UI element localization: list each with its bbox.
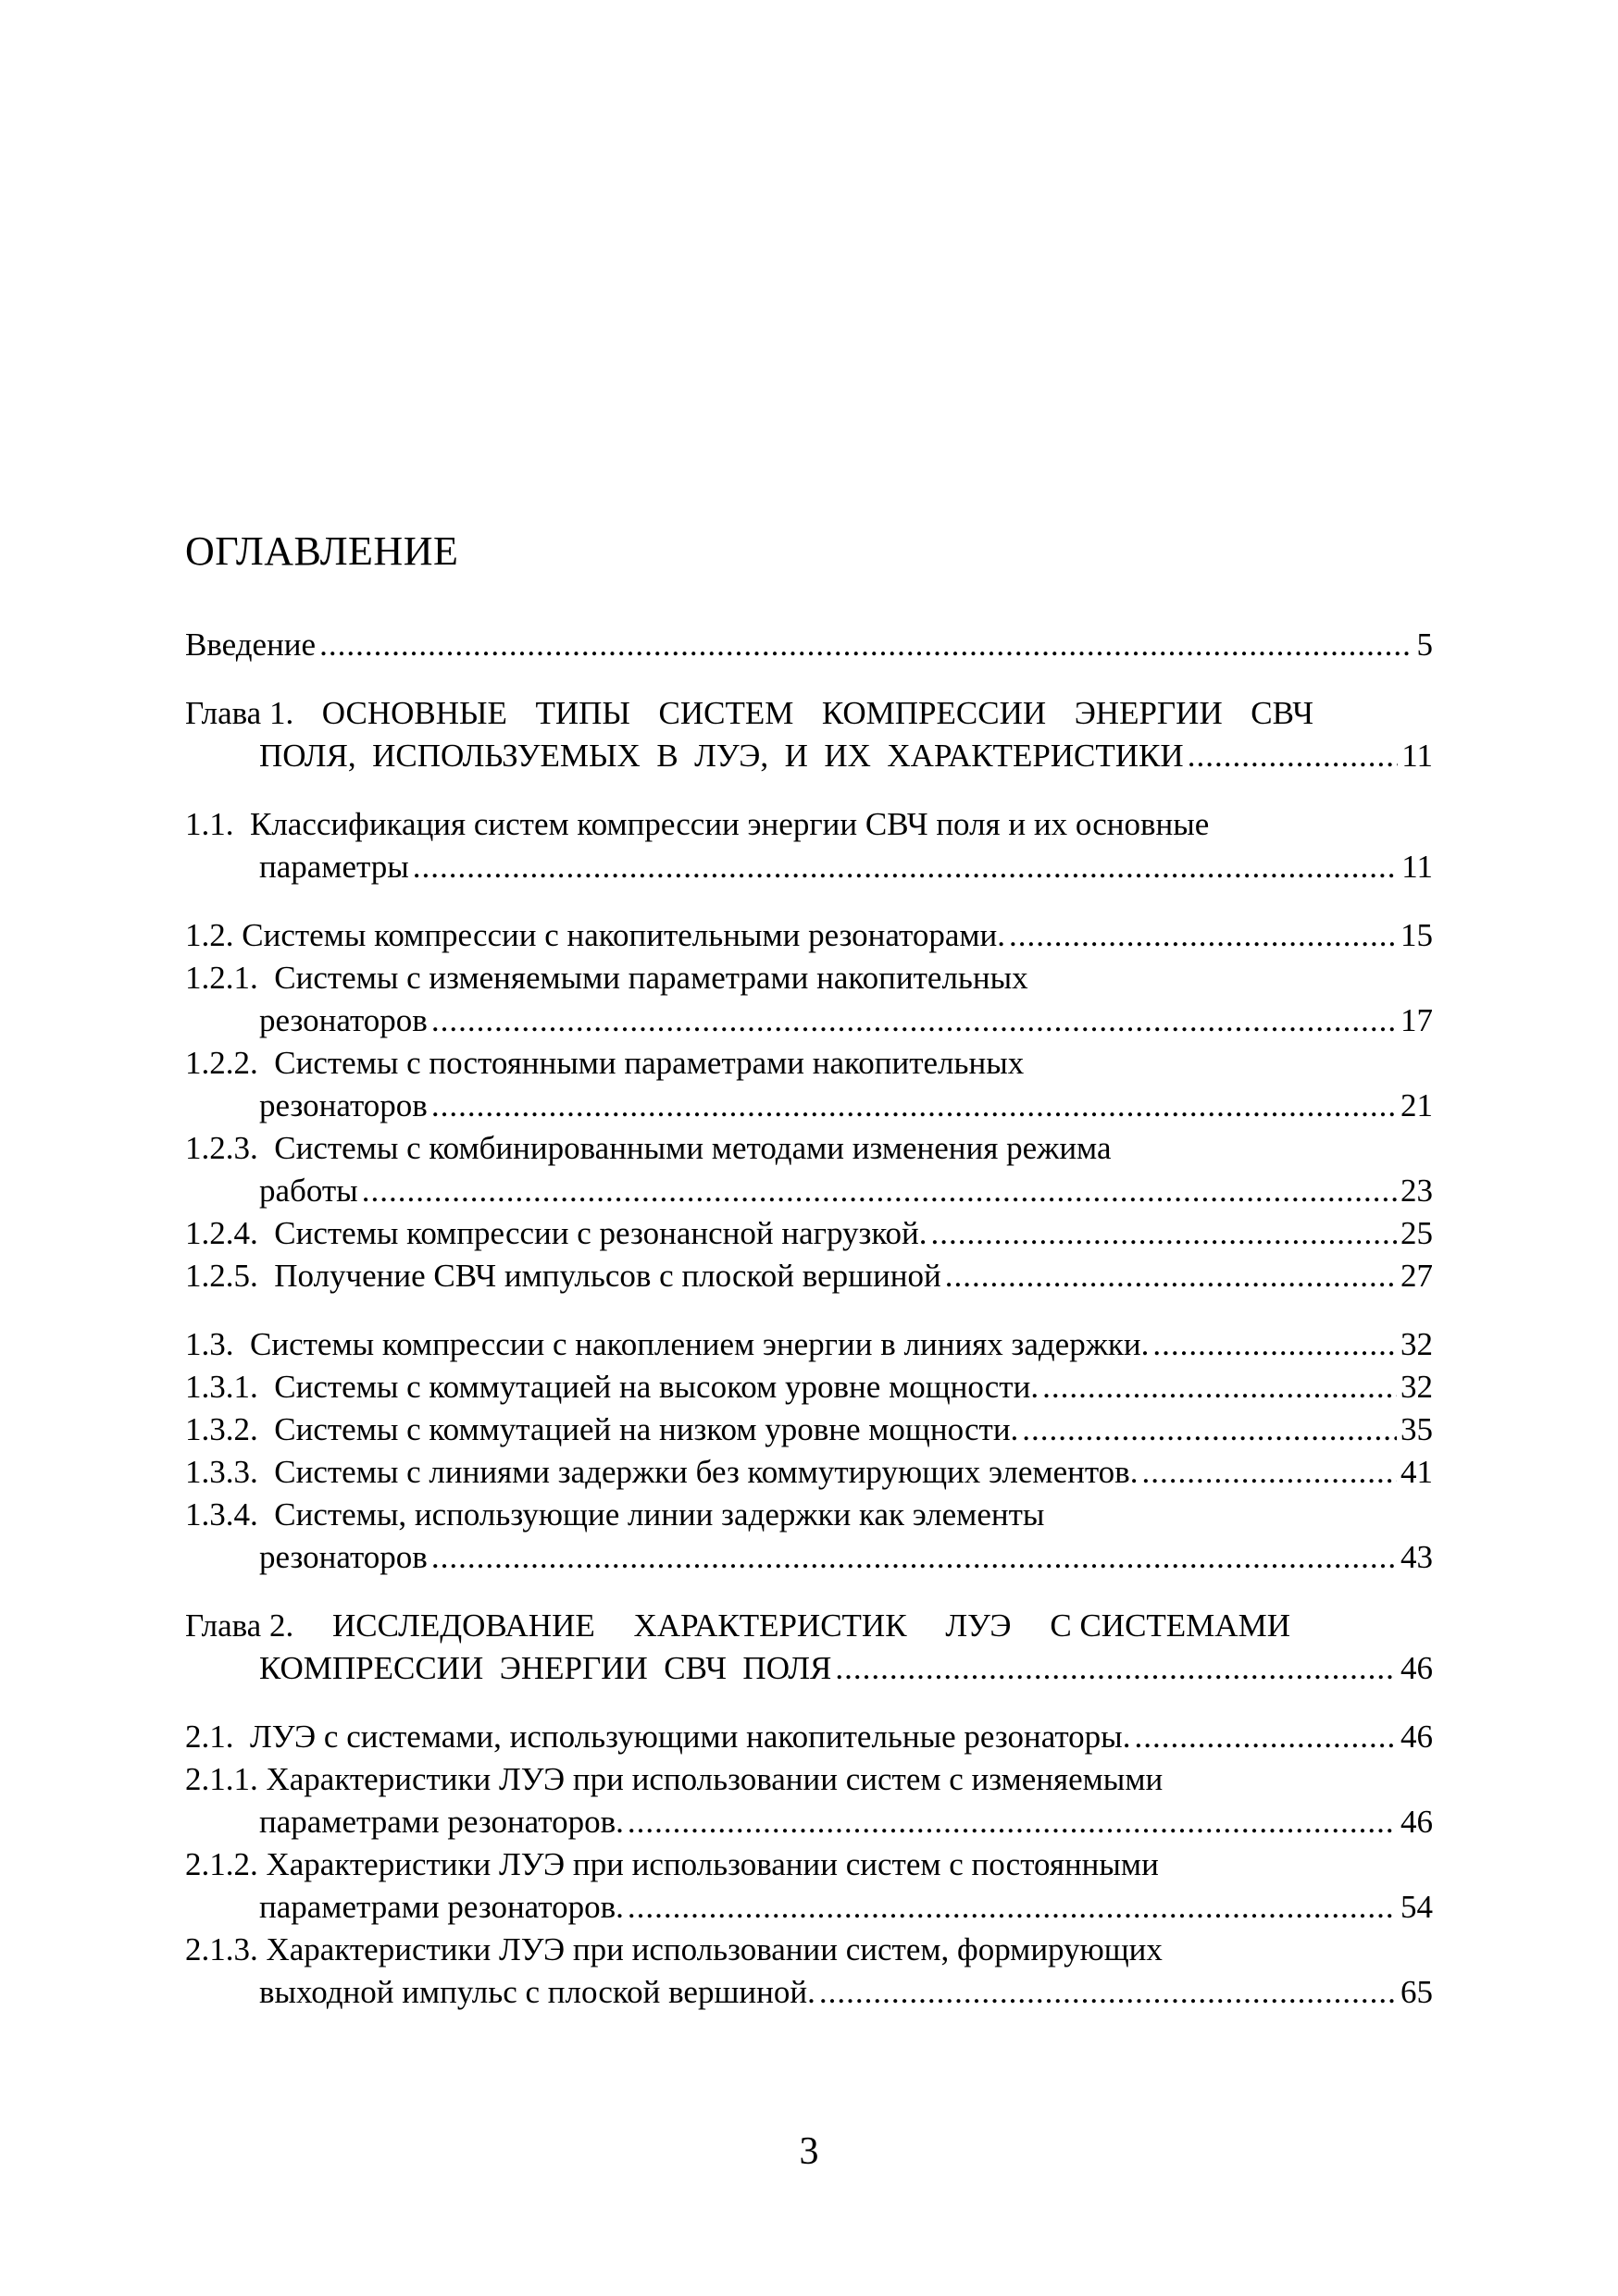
toc-entry-title: 1.2. Системы компрессии с накопительными резонаторами.: [185, 917, 1006, 953]
table-of-contents: [185, 624, 1433, 2014]
toc-entry-1-2-2: [185, 1042, 1433, 1127]
toc-entry-title-line1: Глава 2. ИССЛЕДОВАНИЕ ХАРАКТЕРИСТИК ЛУЭ С СИСТЕМАМИ: [185, 1607, 1290, 1644]
toc-entry-title-line2: параметрами резонаторов.: [259, 1889, 624, 1925]
toc-entry-title: Введение: [185, 627, 317, 663]
toc-entry-title: 2.1. ЛУЭ с системами, использующими накопительные резонаторы.: [185, 1719, 1131, 1755]
toc-page-number: 46: [1400, 1804, 1433, 1840]
toc-page-number: 11: [1401, 738, 1433, 774]
toc-entry-1-2-5: [185, 1255, 1433, 1297]
toc-entry-title-line1: 2.1.1. Характеристики ЛУЭ при использовании систем с изменяемыми: [185, 1761, 1164, 1797]
toc-page-number: 65: [1400, 1974, 1433, 2010]
dot-leader: [628, 1801, 1397, 1843]
toc-entry-title-line1: Глава 1. ОСНОВНЫЕ ТИПЫ СИСТЕМ КОМПРЕССИИ ЭНЕРГИИ СВЧ: [185, 695, 1313, 731]
toc-page-number: 21: [1400, 1087, 1433, 1123]
toc-entry-2-1-1: [185, 1758, 1433, 1843]
toc-page-number: 23: [1400, 1173, 1433, 1209]
page-title: ОГЛАВЛЕНИЕ: [185, 528, 459, 574]
toc-entry-chapter-2: [185, 1605, 1433, 1690]
toc-entry-1-2-3: [185, 1127, 1433, 1212]
page-number: 3: [799, 2130, 819, 2173]
toc-entry-title-line2: КОМПРЕССИИ ЭНЕРГИИ СВЧ ПОЛЯ: [259, 1650, 832, 1686]
dot-leader: [1152, 1323, 1397, 1366]
toc-entry-title: 1.3.1. Системы с коммутацией на высоком уровне мощности.: [185, 1369, 1039, 1405]
toc-entry-2-1-2: [185, 1843, 1433, 1929]
dot-leader: [835, 1647, 1397, 1690]
toc-page-number: 5: [1416, 627, 1433, 663]
toc-entry-title-line1: 2.1.3. Характеристики ЛУЭ при использовании систем, формирующих: [185, 1931, 1163, 1967]
dot-leader: [1009, 914, 1397, 957]
dot-leader: [945, 1255, 1397, 1297]
toc-entry-title-line2: параметры: [259, 849, 409, 885]
dot-leader: [431, 999, 1397, 1042]
toc-page-number: 35: [1400, 1411, 1433, 1447]
toc-page-number: 25: [1400, 1215, 1433, 1251]
toc-entry-title-line2: резонаторов: [259, 1539, 428, 1575]
toc-page-number: 27: [1400, 1258, 1433, 1294]
toc-entry-1-3-1: [185, 1366, 1433, 1409]
dot-leader: [628, 1886, 1397, 1929]
toc-entry-title-line1: 1.2.1. Системы с изменяемыми параметрами накопительных: [185, 960, 1028, 996]
toc-entry-title: 1.3.2. Системы с коммутацией на низком уровне мощности.: [185, 1411, 1019, 1447]
toc-entry-title-line2: ПОЛЯ, ИСПОЛЬЗУЕМЫХ В ЛУЭ, И ИХ ХАРАКТЕРИСТИКИ: [259, 738, 1184, 774]
toc-entry-title: 1.3. Системы компрессии с накоплением энергии в линиях задержки.: [185, 1326, 1150, 1362]
toc-entry-2-1: [185, 1716, 1433, 1758]
dot-leader: [819, 1971, 1397, 2014]
toc-page-number: 54: [1400, 1889, 1433, 1925]
toc-entry-1-1: [185, 803, 1433, 888]
dot-leader: [413, 846, 1399, 888]
toc-entry-title: 1.3.3. Системы с линиями задержки без коммутирующих элементов.: [185, 1454, 1139, 1490]
dot-leader: [431, 1085, 1397, 1127]
toc-entry-1-3-2: [185, 1409, 1433, 1451]
toc-page-number: 43: [1400, 1539, 1433, 1575]
dot-leader: [1042, 1366, 1397, 1409]
toc-entry-title-line1: 1.2.3. Системы с комбинированными методами изменения режима: [185, 1130, 1112, 1166]
toc-entry-title: 1.2.4. Системы компрессии с резонансной нагрузкой.: [185, 1215, 927, 1251]
toc-entry-title-line2: работы: [259, 1173, 358, 1209]
toc-entry-2-1-3: [185, 1929, 1433, 2014]
toc-page-number: 32: [1400, 1369, 1433, 1405]
dot-leader: [319, 624, 1413, 666]
toc-page-number: 17: [1400, 1002, 1433, 1038]
toc-entry-title: 1.2.5. Получение СВЧ импульсов с плоской вершиной: [185, 1258, 941, 1294]
toc-entry-1-3-3: [185, 1451, 1433, 1494]
toc-entry-title-line2: резонаторов: [259, 1002, 428, 1038]
toc-entry-title-line1: 2.1.2. Характеристики ЛУЭ при использовании систем с постоянными: [185, 1846, 1159, 1882]
toc-entry-1-3-4: [185, 1494, 1433, 1579]
toc-entry-title-line2: выходной импульс с плоской вершиной.: [259, 1974, 815, 2010]
toc-page-number: 32: [1400, 1326, 1433, 1362]
toc-entry-title-line2: параметрами резонаторов.: [259, 1804, 624, 1840]
dot-leader: [1022, 1409, 1397, 1451]
toc-entry-title-line2: резонаторов: [259, 1087, 428, 1123]
toc-page-number: 46: [1400, 1650, 1433, 1686]
dot-leader: [362, 1170, 1397, 1212]
toc-page-number: 11: [1401, 849, 1433, 885]
toc-page-number: 41: [1400, 1454, 1433, 1490]
toc-entry-title-line1: 1.2.2. Системы с постоянными параметрами накопительных: [185, 1045, 1025, 1081]
toc-page-number: 15: [1400, 917, 1433, 953]
toc-entry-title-line1: 1.3.4. Системы, использующие линии задержки как элементы: [185, 1496, 1045, 1533]
dot-leader: [431, 1536, 1397, 1579]
toc-entry-1-2-4: [185, 1212, 1433, 1255]
dot-leader: [1188, 735, 1399, 777]
toc-entry-1-2: [185, 914, 1433, 957]
dot-leader: [1134, 1716, 1397, 1758]
dot-leader: [931, 1212, 1397, 1255]
toc-entry-chapter-1: [185, 692, 1433, 777]
toc-entry-title-line1: 1.1. Классификация систем компрессии энергии СВЧ поля и их основные: [185, 806, 1210, 842]
toc-entry-1-2-1: [185, 957, 1433, 1042]
toc-entry-1-3: [185, 1323, 1433, 1366]
dot-leader: [1141, 1451, 1397, 1494]
toc-page-number: 46: [1400, 1719, 1433, 1755]
toc-entry-intro: [185, 624, 1433, 666]
